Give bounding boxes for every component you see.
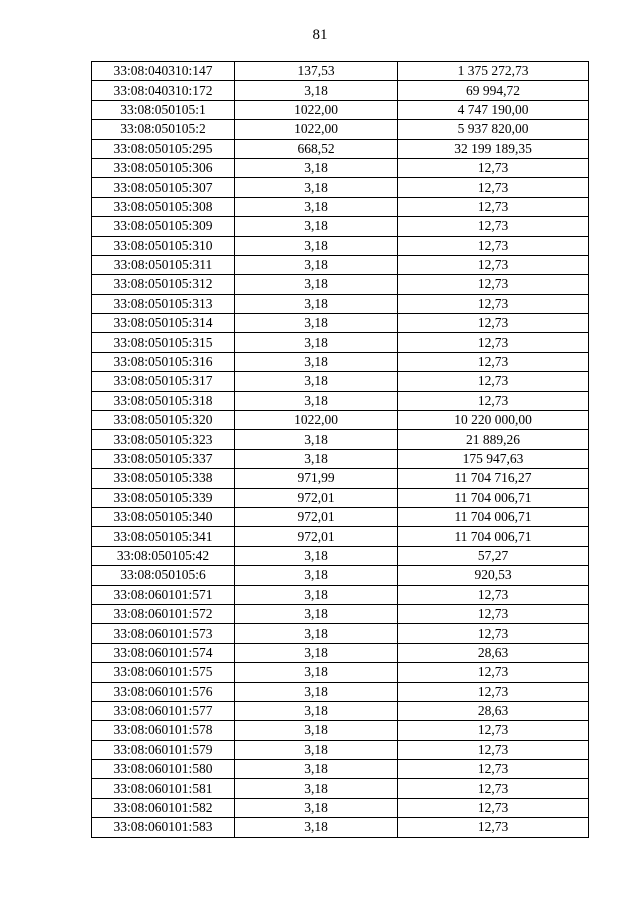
- table-row: [92, 701, 589, 720]
- area-cell: 3,18: [235, 314, 398, 333]
- area-cell: 3,18: [235, 197, 398, 216]
- data-table: [91, 61, 589, 838]
- area-cell: 137,53: [235, 62, 398, 81]
- cadastral-number-cell: 33:08:050105:337: [92, 449, 235, 468]
- area-cell: 972,01: [235, 527, 398, 546]
- table-row: [92, 643, 589, 662]
- cadastral-number-cell: 33:08:050105:307: [92, 178, 235, 197]
- value-cell: 12,73: [398, 721, 589, 740]
- cadastral-number-cell: 33:08:060101:571: [92, 585, 235, 604]
- value-cell: 28,63: [398, 643, 589, 662]
- cadastral-number-cell: 33:08:050105:313: [92, 294, 235, 313]
- value-cell: 12,73: [398, 604, 589, 623]
- value-cell: 11 704 006,71: [398, 527, 589, 546]
- table-row: [92, 120, 589, 139]
- table-row: [92, 527, 589, 546]
- table-row: [92, 779, 589, 798]
- area-cell: 3,18: [235, 546, 398, 565]
- table-row: [92, 217, 589, 236]
- cadastral-number-cell: 33:08:050105:323: [92, 430, 235, 449]
- table-body: [92, 62, 589, 838]
- area-cell: 3,18: [235, 158, 398, 177]
- table-row: [92, 314, 589, 333]
- table-row: [92, 372, 589, 391]
- value-cell: 12,73: [398, 197, 589, 216]
- cadastral-number-cell: 33:08:040310:172: [92, 81, 235, 100]
- table-row: [92, 469, 589, 488]
- value-cell: 12,73: [398, 798, 589, 817]
- cadastral-number-cell: 33:08:050105:314: [92, 314, 235, 333]
- area-cell: 3,18: [235, 604, 398, 623]
- value-cell: 1 375 272,73: [398, 62, 589, 81]
- value-cell: 11 704 716,27: [398, 469, 589, 488]
- value-cell: 12,73: [398, 314, 589, 333]
- area-cell: 3,18: [235, 275, 398, 294]
- area-cell: 3,18: [235, 352, 398, 371]
- value-cell: 175 947,63: [398, 449, 589, 468]
- table-row: [92, 333, 589, 352]
- cadastral-number-cell: 33:08:050105:316: [92, 352, 235, 371]
- table-row: [92, 430, 589, 449]
- value-cell: 12,73: [398, 663, 589, 682]
- value-cell: 32 199 189,35: [398, 139, 589, 158]
- table-row: [92, 100, 589, 119]
- cadastral-number-cell: 33:08:050105:341: [92, 527, 235, 546]
- page-number: 81: [312, 27, 328, 43]
- cadastral-number-cell: 33:08:060101:577: [92, 701, 235, 720]
- table-row: [92, 566, 589, 585]
- value-cell: 12,73: [398, 818, 589, 837]
- table-row: [92, 139, 589, 158]
- table-row: [92, 352, 589, 371]
- value-cell: 12,73: [398, 333, 589, 352]
- area-cell: 3,18: [235, 372, 398, 391]
- cadastral-number-cell: 33:08:050105:338: [92, 469, 235, 488]
- table-row: [92, 585, 589, 604]
- cadastral-number-cell: 33:08:050105:306: [92, 158, 235, 177]
- table-row: [92, 62, 589, 81]
- cadastral-number-cell: 33:08:050105:42: [92, 546, 235, 565]
- value-cell: 12,73: [398, 740, 589, 759]
- table-row: [92, 546, 589, 565]
- cadastral-number-cell: 33:08:050105:2: [92, 120, 235, 139]
- cadastral-number-cell: 33:08:060101:583: [92, 818, 235, 837]
- table-row: [92, 158, 589, 177]
- value-cell: 11 704 006,71: [398, 507, 589, 526]
- area-cell: 3,18: [235, 430, 398, 449]
- area-cell: 3,18: [235, 779, 398, 798]
- area-cell: 3,18: [235, 566, 398, 585]
- value-cell: 12,73: [398, 391, 589, 410]
- value-cell: 12,73: [398, 779, 589, 798]
- table-row: [92, 236, 589, 255]
- table-row: [92, 798, 589, 817]
- cadastral-number-cell: 33:08:060101:579: [92, 740, 235, 759]
- cadastral-number-cell: 33:08:050105:340: [92, 507, 235, 526]
- area-cell: 972,01: [235, 488, 398, 507]
- area-cell: 3,18: [235, 449, 398, 468]
- cadastral-number-cell: 33:08:050105:317: [92, 372, 235, 391]
- value-cell: 28,63: [398, 701, 589, 720]
- value-cell: 11 704 006,71: [398, 488, 589, 507]
- cadastral-number-cell: 33:08:060101:580: [92, 760, 235, 779]
- value-cell: 12,73: [398, 682, 589, 701]
- area-cell: 3,18: [235, 178, 398, 197]
- value-cell: 57,27: [398, 546, 589, 565]
- value-cell: 12,73: [398, 178, 589, 197]
- table-row: [92, 721, 589, 740]
- value-cell: 12,73: [398, 217, 589, 236]
- cadastral-number-cell: 33:08:050105:311: [92, 255, 235, 274]
- value-cell: 10 220 000,00: [398, 411, 589, 430]
- cadastral-number-cell: 33:08:050105:318: [92, 391, 235, 410]
- table-row: [92, 604, 589, 623]
- cadastral-number-cell: 33:08:050105:312: [92, 275, 235, 294]
- value-cell: 12,73: [398, 275, 589, 294]
- area-cell: 1022,00: [235, 411, 398, 430]
- value-cell: 12,73: [398, 294, 589, 313]
- table-row: [92, 818, 589, 837]
- area-cell: 3,18: [235, 701, 398, 720]
- area-cell: 3,18: [235, 740, 398, 759]
- value-cell: 4 747 190,00: [398, 100, 589, 119]
- value-cell: 12,73: [398, 760, 589, 779]
- table-row: [92, 255, 589, 274]
- area-cell: 3,18: [235, 255, 398, 274]
- area-cell: 3,18: [235, 721, 398, 740]
- cadastral-number-cell: 33:08:060101:582: [92, 798, 235, 817]
- table-row: [92, 178, 589, 197]
- cadastral-number-cell: 33:08:050105:308: [92, 197, 235, 216]
- cadastral-number-cell: 33:08:060101:581: [92, 779, 235, 798]
- area-cell: 3,18: [235, 391, 398, 410]
- table-row: [92, 663, 589, 682]
- table-row: [92, 624, 589, 643]
- area-cell: 3,18: [235, 818, 398, 837]
- value-cell: 69 994,72: [398, 81, 589, 100]
- area-cell: 3,18: [235, 798, 398, 817]
- table-row: [92, 294, 589, 313]
- table-row: [92, 507, 589, 526]
- cadastral-number-cell: 33:08:060101:575: [92, 663, 235, 682]
- cadastral-number-cell: 33:08:050105:315: [92, 333, 235, 352]
- table-row: [92, 411, 589, 430]
- value-cell: 12,73: [398, 255, 589, 274]
- cadastral-number-cell: 33:08:050105:310: [92, 236, 235, 255]
- area-cell: 971,99: [235, 469, 398, 488]
- area-cell: 3,18: [235, 294, 398, 313]
- cadastral-number-cell: 33:08:060101:578: [92, 721, 235, 740]
- area-cell: 3,18: [235, 682, 398, 701]
- value-cell: 12,73: [398, 585, 589, 604]
- table-row: [92, 81, 589, 100]
- value-cell: 12,73: [398, 372, 589, 391]
- value-cell: 5 937 820,00: [398, 120, 589, 139]
- area-cell: 668,52: [235, 139, 398, 158]
- area-cell: 3,18: [235, 760, 398, 779]
- cadastral-number-cell: 33:08:060101:572: [92, 604, 235, 623]
- table-row: [92, 449, 589, 468]
- cadastral-number-cell: 33:08:050105:1: [92, 100, 235, 119]
- cadastral-number-cell: 33:08:060101:576: [92, 682, 235, 701]
- area-cell: 3,18: [235, 236, 398, 255]
- table-row: [92, 740, 589, 759]
- cadastral-number-cell: 33:08:040310:147: [92, 62, 235, 81]
- value-cell: 21 889,26: [398, 430, 589, 449]
- cadastral-number-cell: 33:08:050105:320: [92, 411, 235, 430]
- area-cell: 3,18: [235, 585, 398, 604]
- cadastral-number-cell: 33:08:050105:309: [92, 217, 235, 236]
- area-cell: 3,18: [235, 333, 398, 352]
- value-cell: 920,53: [398, 566, 589, 585]
- value-cell: 12,73: [398, 236, 589, 255]
- area-cell: 1022,00: [235, 120, 398, 139]
- table-row: [92, 275, 589, 294]
- cadastral-number-cell: 33:08:060101:574: [92, 643, 235, 662]
- cadastral-number-cell: 33:08:050105:295: [92, 139, 235, 158]
- area-cell: 3,18: [235, 81, 398, 100]
- value-cell: 12,73: [398, 624, 589, 643]
- value-cell: 12,73: [398, 352, 589, 371]
- area-cell: 3,18: [235, 663, 398, 682]
- area-cell: 3,18: [235, 643, 398, 662]
- area-cell: 3,18: [235, 624, 398, 643]
- area-cell: 972,01: [235, 507, 398, 526]
- cadastral-number-cell: 33:08:060101:573: [92, 624, 235, 643]
- area-cell: 1022,00: [235, 100, 398, 119]
- table-row: [92, 760, 589, 779]
- table-row: [92, 488, 589, 507]
- value-cell: 12,73: [398, 158, 589, 177]
- area-cell: 3,18: [235, 217, 398, 236]
- table-row: [92, 682, 589, 701]
- cadastral-number-cell: 33:08:050105:6: [92, 566, 235, 585]
- table-row: [92, 391, 589, 410]
- table-row: [92, 197, 589, 216]
- cadastral-number-cell: 33:08:050105:339: [92, 488, 235, 507]
